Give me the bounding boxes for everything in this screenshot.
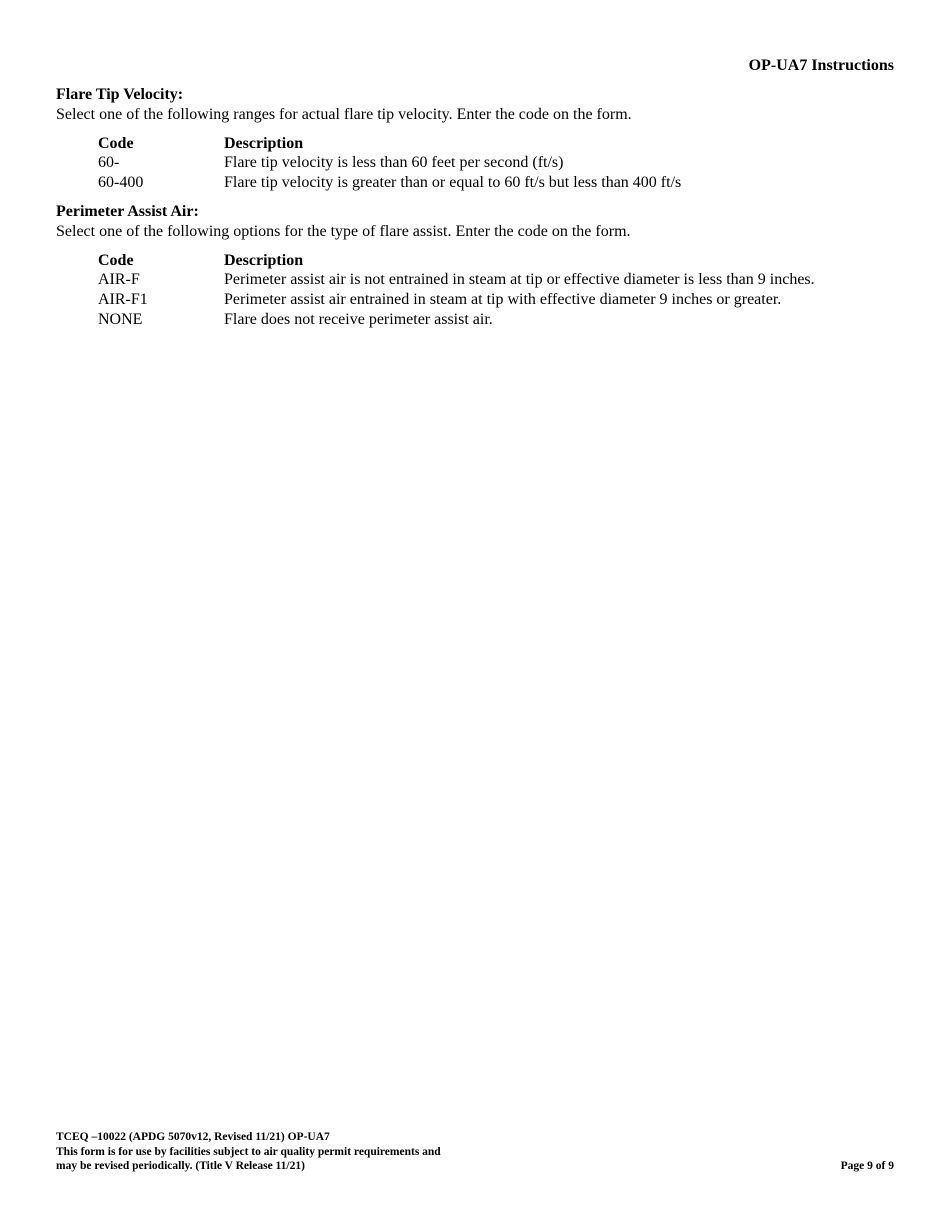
- footer-page-number: Page 9 of 9: [840, 1160, 894, 1172]
- section-heading-flare-tip-velocity: Flare Tip Velocity:: [56, 86, 184, 103]
- row-description: Flare does not receive perimeter assist air.: [224, 311, 493, 328]
- table-row: [98, 173, 681, 193]
- column-header-description: Description: [224, 252, 304, 269]
- row-description: Flare tip velocity is greater than or equal to 60 ft/s but less than 400 ft/s: [224, 173, 682, 191]
- column-header-code: Code: [98, 135, 134, 152]
- footer-form-id: TCEQ –10022 (APDG 5070v12, Revised 11/21) OP-UA7: [56, 1131, 330, 1143]
- table-header: [98, 251, 303, 271]
- section-heading-perimeter-assist-air: Perimeter Assist Air:: [56, 203, 199, 220]
- section-intro: Select one of the following ranges for actual flare tip velocity. Enter the code on the form.: [56, 106, 632, 123]
- page-header-title: OP-UA7 Instructions: [748, 57, 894, 74]
- row-code: 60-: [98, 154, 120, 171]
- footer-notice-line1: This form is for use by facilities subject to air quality permit requirements and: [56, 1145, 441, 1158]
- row-code: 60-400: [98, 173, 144, 191]
- footer-notice-line2: may be revised periodically. (Title V Release 11/21): [56, 1160, 305, 1172]
- table-row: [98, 290, 781, 310]
- section-intro: Select one of the following options for the type of flare assist. Enter the code on the form.: [56, 222, 631, 240]
- row-description: Perimeter assist air is not entrained in steam at tip or effective diameter is less than 9 inches.: [224, 271, 815, 288]
- column-header-code: Code: [98, 252, 134, 269]
- row-code: NONE: [98, 311, 143, 328]
- table-row: [98, 153, 563, 173]
- table-row: [98, 310, 493, 330]
- table-row: [98, 270, 815, 290]
- column-header-description: Description: [224, 135, 304, 152]
- row-description: Perimeter assist air entrained in steam at tip with effective diameter 9 inches or greater.: [224, 291, 782, 308]
- table-header: [98, 134, 303, 154]
- row-code: AIR-F1: [98, 291, 148, 308]
- row-description: Flare tip velocity is less than 60 feet per second (ft/s): [224, 154, 564, 171]
- row-code: AIR-F: [98, 271, 140, 288]
